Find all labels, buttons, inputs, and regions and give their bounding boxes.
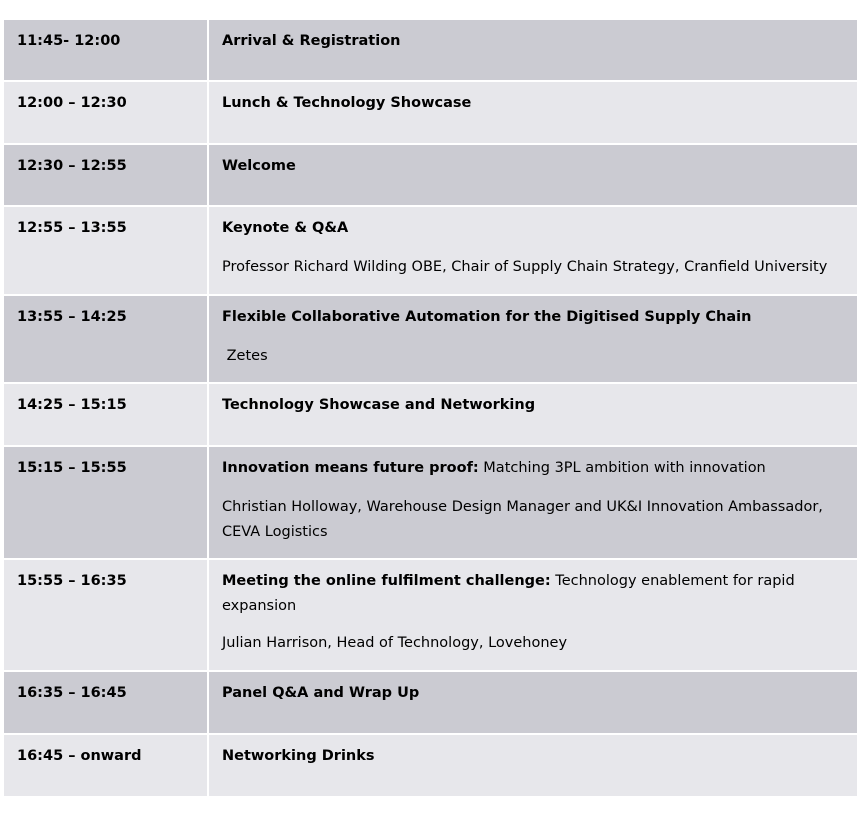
agenda-content bbox=[209, 82, 857, 143]
agenda-detail: Julian Harrison, Head of Technology, Lovehoney bbox=[222, 635, 568, 651]
agenda-title-rest: Matching 3PL ambition with innovation bbox=[478, 460, 766, 476]
agenda-time: 15:15 – 15:55 bbox=[4, 447, 209, 558]
agenda-row bbox=[4, 296, 857, 384]
agenda-row bbox=[4, 735, 857, 798]
agenda-row bbox=[4, 384, 857, 447]
agenda-title-line bbox=[222, 747, 849, 765]
agenda-title-line bbox=[222, 157, 849, 175]
agenda-detail: Professor Richard Wilding OBE, Chair of Supply Chain Strategy, Cranfield University bbox=[222, 259, 828, 275]
agenda-time: 12:00 – 12:30 bbox=[4, 82, 209, 143]
agenda-row bbox=[4, 560, 857, 672]
agenda-title-line bbox=[222, 459, 849, 477]
agenda-title-line bbox=[222, 396, 849, 414]
agenda-title-line bbox=[222, 32, 849, 50]
agenda-time: 13:55 – 14:25 bbox=[4, 296, 209, 382]
agenda-row bbox=[4, 82, 857, 145]
agenda-table bbox=[4, 20, 857, 798]
agenda-title: Keynote & Q&A bbox=[222, 220, 349, 236]
agenda-row bbox=[4, 672, 857, 735]
agenda-time: 14:25 – 15:15 bbox=[4, 384, 209, 445]
agenda-title: Meeting the online fulfilment challenge: bbox=[222, 573, 551, 589]
agenda-content bbox=[209, 672, 857, 733]
agenda-title-line bbox=[222, 219, 849, 237]
agenda-row bbox=[4, 20, 857, 82]
agenda-row bbox=[4, 207, 857, 296]
agenda-time: 15:55 – 16:35 bbox=[4, 560, 209, 670]
agenda-content bbox=[209, 207, 857, 294]
agenda-title: Welcome bbox=[222, 158, 296, 174]
agenda-content bbox=[209, 735, 857, 796]
agenda-title-line bbox=[222, 569, 849, 619]
agenda-title-line bbox=[222, 94, 849, 112]
agenda-title: Networking Drinks bbox=[222, 748, 375, 764]
agenda-title-line bbox=[222, 308, 849, 326]
agenda-time: 16:35 – 16:45 bbox=[4, 672, 209, 733]
agenda-content bbox=[209, 296, 857, 382]
agenda-detail: Christian Holloway, Warehouse Design Manager and UK&I Innovation Ambassador, CEVA Logistics bbox=[222, 499, 823, 540]
agenda-title: Lunch & Technology Showcase bbox=[222, 95, 472, 111]
agenda-row bbox=[4, 145, 857, 207]
agenda-row bbox=[4, 447, 857, 560]
agenda-content bbox=[209, 560, 857, 670]
agenda-title: Panel Q&A and Wrap Up bbox=[222, 685, 420, 701]
agenda-content bbox=[209, 145, 857, 205]
agenda-content bbox=[209, 447, 857, 558]
agenda-time: 12:30 – 12:55 bbox=[4, 145, 209, 205]
agenda-detail: Zetes bbox=[222, 348, 268, 364]
agenda-time: 11:45- 12:00 bbox=[4, 20, 209, 80]
agenda-title: Arrival & Registration bbox=[222, 33, 401, 49]
agenda-title-line bbox=[222, 684, 849, 702]
agenda-content bbox=[209, 20, 857, 80]
agenda-title: Technology Showcase and Networking bbox=[222, 397, 536, 413]
agenda-content bbox=[209, 384, 857, 445]
agenda-title: Flexible Collaborative Automation for the Digitised Supply Chain bbox=[222, 309, 752, 325]
agenda-title-rest: Technology enablement for rapid expansion bbox=[222, 573, 795, 614]
agenda-title: Innovation means future proof: bbox=[222, 460, 479, 476]
agenda-time: 12:55 – 13:55 bbox=[4, 207, 209, 294]
agenda-time: 16:45 – onward bbox=[4, 735, 209, 796]
